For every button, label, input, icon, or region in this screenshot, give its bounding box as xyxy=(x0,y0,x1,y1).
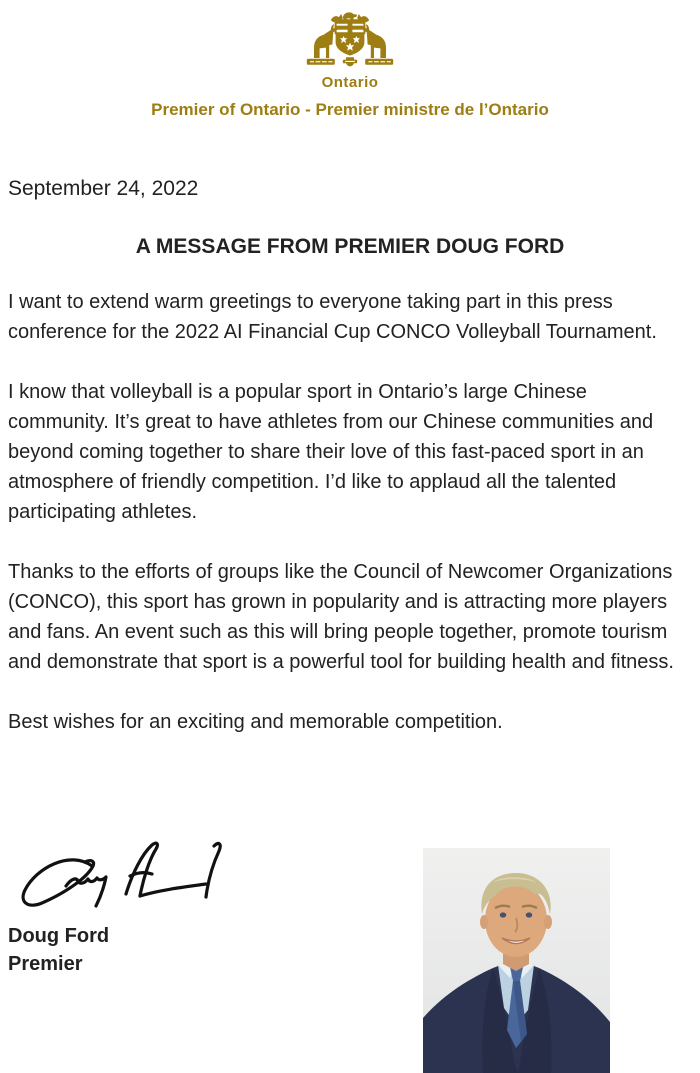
letter-title: A MESSAGE FROM PREMIER DOUG FORD xyxy=(135,235,565,258)
letter-date: September 24, 2022 xyxy=(8,177,199,200)
paragraph-conco: Thanks to the efforts of groups like the Council of Newcomer Organizations (CONCO), this sport has grown in popularity and is attracting more players and fans. An event such as this will bring people together, promote tourism and demonstrate that sport is a powerful tool for building health and fitness. xyxy=(8,561,674,673)
letter-body xyxy=(0,287,700,737)
paragraph-greeting: I want to extend warm greetings to everyone taking part in this press conference for the 2022 AI Financial Cup CONCO Volleyball Tournament. xyxy=(8,291,657,343)
letterhead-tagline: Premier of Ontario - Premier ministre de l’Ontario xyxy=(151,100,549,119)
signatory-role: Premier xyxy=(8,953,83,975)
letterhead xyxy=(0,0,700,120)
ontario-wordmark: Ontario xyxy=(321,74,379,91)
premier-portrait-photo xyxy=(423,848,610,1073)
ontario-coat-of-arms-icon xyxy=(298,8,402,76)
paragraph-community: I know that volleyball is a popular sport in Ontario’s large Chinese community. It’s great to have athletes from our Chinese communities and beyond coming together to share their love of this fast-paced sport in an atmosphere of friendly competition. I’d like to applaud all the talented participating athletes. xyxy=(8,381,654,523)
signature-block xyxy=(8,836,258,978)
signatory-name: Doug Ford xyxy=(8,925,110,947)
paragraph-best-wishes: Best wishes for an exciting and memorable competition. xyxy=(8,711,503,733)
handwritten-signature-icon xyxy=(8,836,258,922)
